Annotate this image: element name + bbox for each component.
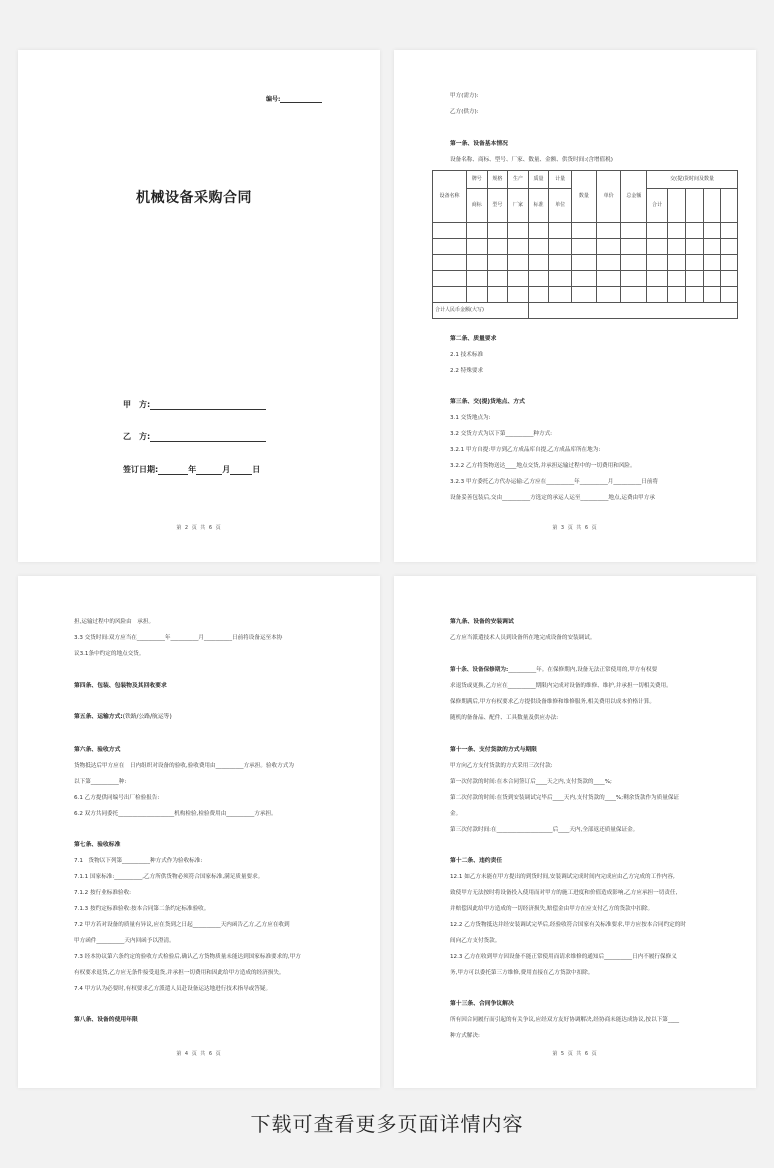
article-9-title: 第九条、设备的安装调试	[450, 619, 514, 625]
party-b-line: 乙方(供方):	[450, 109, 479, 115]
article-11-d: 金。	[450, 811, 462, 817]
col-header-name: 设备名称	[433, 171, 467, 223]
table-row	[433, 239, 738, 255]
col-header-spec: 规格	[487, 171, 508, 189]
article-7-3a: 7.3 经本协议第六条约定的验收方式检验后,确认乙方货物质量未能达到国家标准要求的,甲方	[74, 954, 301, 960]
article-6-title: 第六条、验收方式	[74, 747, 121, 753]
text-line: 议3.1条中约定的地点交货。	[74, 651, 145, 657]
article-12-3a: 12.3 乙方在收到甲方因设备不能正常使用而请求维修的通知后__________日内不履行保修义	[450, 954, 677, 960]
download-caption: 下载可查看更多页面详情内容	[250, 1112, 524, 1136]
article-7-3b: 有权要求退货,乙方应无条件接受退货,并承担一切费用和因此给甲方造成的经济损失。	[74, 970, 285, 976]
party-a-label: 甲 方:	[123, 400, 151, 409]
table-row	[433, 271, 738, 287]
contract-number	[266, 94, 322, 103]
article-5-desc: (铁路/公路/航运等)	[122, 714, 172, 720]
col-header-maker: 生产	[508, 171, 529, 189]
article-10-d: 随机的备备品、配件、工具数量及供应办法:	[450, 715, 559, 721]
article-3-2: 3.2 交货方式为以下第__________种方式:	[450, 431, 553, 437]
article-3-3: 3.3 交货时间:双方应当在__________年__________月__________日前将设备运至本协	[74, 635, 283, 641]
col-header-maker-2: 厂家	[508, 189, 529, 223]
article-12-title: 第十二条、违约责任	[450, 858, 503, 864]
month-label: 月	[222, 465, 231, 474]
article-12-3b: 务,甲方可以委托第三方维修,费用直接在乙方货款中扣除。	[450, 970, 594, 976]
article-7-1-2: 7.1.2 按行业标准验收:	[74, 890, 132, 896]
contract-title: 机械设备采购合同	[136, 190, 252, 206]
article-12-2a: 12.2 乙方货物抵达并经安装调试完毕后,经验收符合国家有关标准要求,甲方应按本合同约定的时	[450, 922, 686, 928]
table-row	[433, 223, 738, 239]
article-11-title: 第十一条、支付货款的方式与期限	[450, 747, 537, 753]
sign-date-label: 签订日期:	[123, 465, 159, 474]
article-10-a: __________年。在保修期内,设备无法正常使用的,甲方有权要	[508, 667, 658, 673]
article-3-2-3a: 3.2.3 甲方委托乙方代办运输:乙方应在__________年__________月__________日前将	[450, 479, 659, 485]
article-13-b: 种方式解决:	[450, 1033, 480, 1039]
document-page-5	[394, 576, 756, 1088]
article-7-2a: 7.2 甲方若对设备的质量有异议,应在货到之日起__________天内函告乙方,乙方应在收到	[74, 922, 290, 928]
text-line: 担,运输过程中的风险由 承担。	[74, 619, 155, 625]
article-3-1: 3.1 交货地点为:	[450, 415, 491, 421]
article-7-2b: 甲方函件__________天内回函予以澄清。	[74, 938, 175, 944]
col-header-brand-2: 商标	[466, 189, 487, 223]
article-6-1: 6.1 乙方提供同编号出厂检验报告:	[74, 795, 160, 801]
col-header-price: 单价	[596, 171, 621, 223]
table-row	[433, 255, 738, 271]
article-3-title: 第三条、交(提)货地点、方式	[450, 399, 525, 405]
article-13-a: 所有因合同履行而引起的有关争议,应经双方友好协调解决,经协商未能达成协议,按以下第____	[450, 1017, 680, 1023]
article-5-label: 第五条、运输方式:	[74, 714, 123, 720]
article-9-a: 乙方应当派遣技术人员到设备所在地完成设备的安装调试。	[450, 635, 596, 641]
col-header-qty: 数量	[572, 171, 597, 223]
col-header-sum: 合计	[647, 189, 668, 223]
article-11-e: 第三次付款时间:在____________________后____天内,全部返还质量保证金。	[450, 827, 639, 833]
col-header-quality-2: 标准	[528, 189, 549, 223]
article-2-1: 2.1 技术标准	[450, 352, 484, 358]
article-3-2-2: 3.2.2 乙方将货物送达____地点交货,并承担运输过程中的一切费用和风险。	[450, 463, 636, 469]
col-header-delivery: 交(提)货时间及数量	[647, 171, 738, 189]
article-11-b: 第一次付款的时间:在本合同签订后____天之内,支付货款的____%;	[450, 779, 612, 785]
party-b-label: 乙 方:	[123, 432, 151, 441]
article-10-c: 保修期满后,甲方有权要求乙方提供设备维修和维修服务,相关费用以成本价格计算。	[450, 699, 655, 705]
document-page-2	[394, 50, 756, 562]
page-footer: 第 2 页 共 6 页	[176, 525, 222, 531]
equipment-table	[432, 170, 738, 319]
article-12-1c: 并赔偿因此给甲方造成的一切经济损失,赔偿金由甲方在应支付乙方的货款中扣除。	[450, 906, 654, 912]
article-6-b: 以下第__________种:	[74, 779, 127, 785]
col-header-unit: 计量	[549, 171, 572, 189]
article-7-title: 第七条、验收标准	[74, 842, 121, 848]
article-10-title: 第十条、设备保修期为:	[450, 667, 509, 673]
article-1-title: 第一条、设备基本情况	[450, 141, 508, 147]
article-2-2: 2.2 特殊要求	[450, 368, 484, 374]
article-5-title	[74, 713, 172, 721]
article-3-2-1: 3.2.1 甲方自提:甲方到乙方成品库自提,乙方成品库所在地为:	[450, 447, 601, 453]
table-row	[433, 287, 738, 303]
page-footer: 第 4 页 共 6 页	[176, 1051, 222, 1057]
col-header-quality: 质量	[528, 171, 549, 189]
document-page-4	[18, 576, 380, 1088]
year-label: 年	[188, 465, 197, 474]
article-7-1: 7.1 货物以下列第__________种方式作为验收标准:	[74, 858, 203, 864]
article-7-1-3: 7.1.3 按约定标准验收:按本合同第二条约定标准验收。	[74, 906, 210, 912]
day-label: 日	[252, 465, 261, 474]
col-header-unit-2: 单位	[549, 189, 572, 223]
article-4-title: 第四条、包装、包装物及其回收要求	[74, 683, 167, 689]
article-2-title: 第二条、质量要求	[450, 336, 497, 342]
article-7-4: 7.4 甲方认为必要时,有权要求乙方派遣人员赴设备运达地进行技术指导或答疑。	[74, 986, 272, 992]
article-7-1-1: 7.1.1 国家标准:__________,乙方所供货物必须符合国家标准,满足质量要求。	[74, 874, 264, 880]
col-header-total: 总金额	[621, 171, 647, 223]
article-11-a: 甲方向乙方支付货款的方式采用三次付款:	[450, 763, 553, 769]
party-b-field	[123, 431, 266, 442]
article-12-1a: 12.1 如乙方未能在甲方提出的到货时间,安装调试完成时间内完成应由乙方完成的工作内容,	[450, 874, 675, 880]
article-6-2: 6.2 双方共同委托____________________机构检验,检验费用由__________方承担。	[74, 811, 277, 817]
article-12-2b: 间向乙方支付货款。	[450, 938, 501, 944]
contract-number-label: 编号:	[266, 96, 281, 103]
article-10-b: 求退货或更换,乙方应在__________期限内完成对设备的维修、维护,并承担一切相关费用。	[450, 683, 672, 689]
total-amount-label: 合计人民币金额(大写)	[433, 303, 529, 319]
article-12-1b: 致使甲方无法按时将设备投入使用而对甲方的施工进度和价值造成影响,乙方应承担一切责任,	[450, 890, 678, 896]
col-header-spec-2: 型号	[487, 189, 508, 223]
page-footer: 第 5 页 共 6 页	[552, 1051, 598, 1057]
article-8-title: 第八条、设备的使用年限	[74, 1017, 138, 1023]
party-a-field	[123, 399, 266, 410]
page-footer: 第 3 页 共 6 页	[552, 525, 598, 531]
col-header-brand: 牌号	[466, 171, 487, 189]
article-1-desc: 设备名称、商标、型号、厂家、数量、金额、供货时间:(含增值税)	[450, 157, 613, 163]
article-13-title: 第十三条、合同争议解决	[450, 1001, 514, 1007]
article-3-2-3b: 设备妥善包装后,交由__________方选定的承运人运至__________地点,运费由甲方承	[450, 495, 655, 501]
article-6-a: 货物抵达后甲方应在 日内组织对设备的验收,验收费用由__________方承担。验收方式为	[74, 763, 294, 769]
document-page-cover	[18, 50, 380, 562]
article-10-line	[450, 666, 657, 674]
party-a-line: 甲方(需方):	[450, 93, 479, 99]
sign-date-field	[123, 464, 260, 475]
article-11-c: 第二次付款的时间:在货到安装调试完毕后____天内,支付货款的____%;剩余货款作为质量保证	[450, 795, 680, 801]
